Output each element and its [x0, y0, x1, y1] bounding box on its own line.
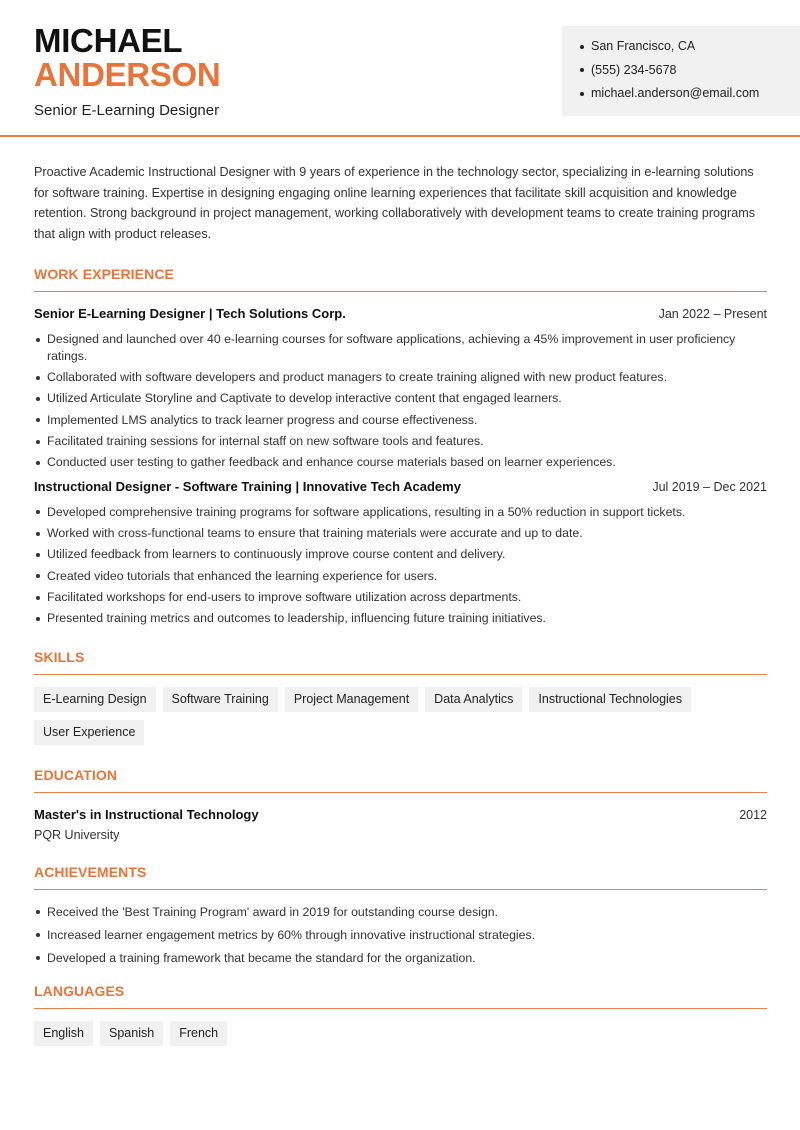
contact-phone: [580, 62, 800, 86]
job-bullet: Developed comprehensive training programs for software applications, resulting in a 50% reduction in support tickets.: [34, 504, 767, 521]
job-role: Senior E-Learning Designer | Tech Solutions Corp.: [34, 306, 346, 322]
job-bullets: [34, 504, 767, 627]
section-title-languages: LANGUAGES: [34, 983, 767, 1009]
last-name: ANDERSON: [34, 56, 221, 93]
job-bullet: Designed and launched over 40 e-learning courses for software applications, achieving a 45% improvement in user proficiency ratings.: [34, 331, 767, 364]
bullet-icon: [580, 68, 584, 72]
job-bullet: Collaborated with software developers and product managers to create training aligned with new product features.: [34, 369, 767, 386]
section-title-skills: SKILLS: [34, 649, 767, 675]
location-text: San Francisco, CA: [591, 39, 696, 53]
job-dates: Jan 2022 – Present: [658, 307, 767, 322]
job-bullet: Utilized Articulate Storyline and Captivate to develop interactive content that engaged learners.: [34, 390, 767, 407]
achievement-item: Increased learner engagement metrics by 60% through innovative instructional strategies.: [34, 927, 767, 944]
education-school: PQR University: [34, 827, 120, 842]
job-entry: [34, 306, 767, 470]
job-bullets: [34, 331, 767, 470]
job-bullet: Presented training metrics and outcomes to leadership, influencing future training initiatives.: [34, 610, 767, 627]
section-title-education: EDUCATION: [34, 767, 767, 793]
achievements-list: [34, 904, 767, 967]
language-tag: English: [34, 1021, 93, 1046]
skills-list: [34, 687, 767, 745]
resume-header: [0, 0, 800, 137]
first-name: MICHAEL: [34, 22, 183, 59]
phone-text: (555) 234-5678: [591, 62, 677, 77]
skill-tag: Instructional Technologies: [529, 687, 691, 712]
skill-tag: E-Learning Design: [34, 687, 156, 712]
section-title-achievements: ACHIEVEMENTS: [34, 864, 767, 890]
job-bullet: Utilized feedback from learners to continuously improve course content and delivery.: [34, 546, 767, 563]
job-bullet: Created video tutorials that enhanced the learning experience for users.: [34, 568, 767, 585]
education-degree: Master's in Instructional Technology: [34, 806, 259, 822]
education-entry: [34, 807, 767, 822]
contact-location: [580, 38, 800, 62]
job-bullet: Facilitated workshops for end-users to improve software utilization across departments.: [34, 589, 767, 606]
achievement-item: Developed a training framework that became the standard for the organization.: [34, 950, 767, 967]
job-role: Instructional Designer - Software Training | Innovative Tech Academy: [34, 478, 461, 494]
job-header: [34, 479, 767, 494]
bullet-icon: [580, 45, 584, 49]
job-bullet: Facilitated training sessions for internal staff on new software tools and features.: [34, 433, 767, 450]
language-tag: Spanish: [100, 1021, 163, 1046]
job-bullet: Worked with cross-functional teams to ensure that training materials were accurate and up to date.: [34, 525, 767, 542]
job-header: [34, 306, 767, 321]
languages-list: [34, 1021, 767, 1046]
job-bullet: Implemented LMS analytics to track learner progress and course effectiveness.: [34, 412, 767, 429]
skill-tag: Software Training: [163, 687, 278, 712]
job-dates: Jul 2019 – Dec 2021: [652, 479, 767, 494]
bullet-icon: [580, 92, 584, 96]
professional-summary: Proactive Academic Instructional Designer with 9 years of experience in the technology sector, specializing in e-learning solutions for software training. Expertise in designing engaging online learning experiences that facilitate skill acquisition and knowledge retention. Strong background in project management, working collaboratively with development teams to create training programs that align with product releases.: [34, 165, 756, 241]
name-block: [34, 24, 220, 119]
contact-email: [580, 85, 800, 109]
email-text: michael.anderson@email.com: [591, 86, 760, 100]
contact-box: [562, 26, 800, 116]
resume-content: [34, 162, 767, 1046]
skill-tag: Data Analytics: [425, 687, 522, 712]
section-title-work: WORK EXPERIENCE: [34, 266, 767, 292]
achievement-item: Received the 'Best Training Program' award in 2019 for outstanding course design.: [34, 904, 767, 921]
education-year: 2012: [739, 807, 767, 822]
skill-tag: Project Management: [285, 687, 418, 712]
job-bullet: Conducted user testing to gather feedback and enhance course materials based on learner experiences.: [34, 454, 767, 471]
job-title: Senior E-Learning Designer: [34, 102, 220, 119]
job-entry: [34, 479, 767, 627]
language-tag: French: [170, 1021, 227, 1046]
skill-tag: User Experience: [34, 720, 144, 745]
